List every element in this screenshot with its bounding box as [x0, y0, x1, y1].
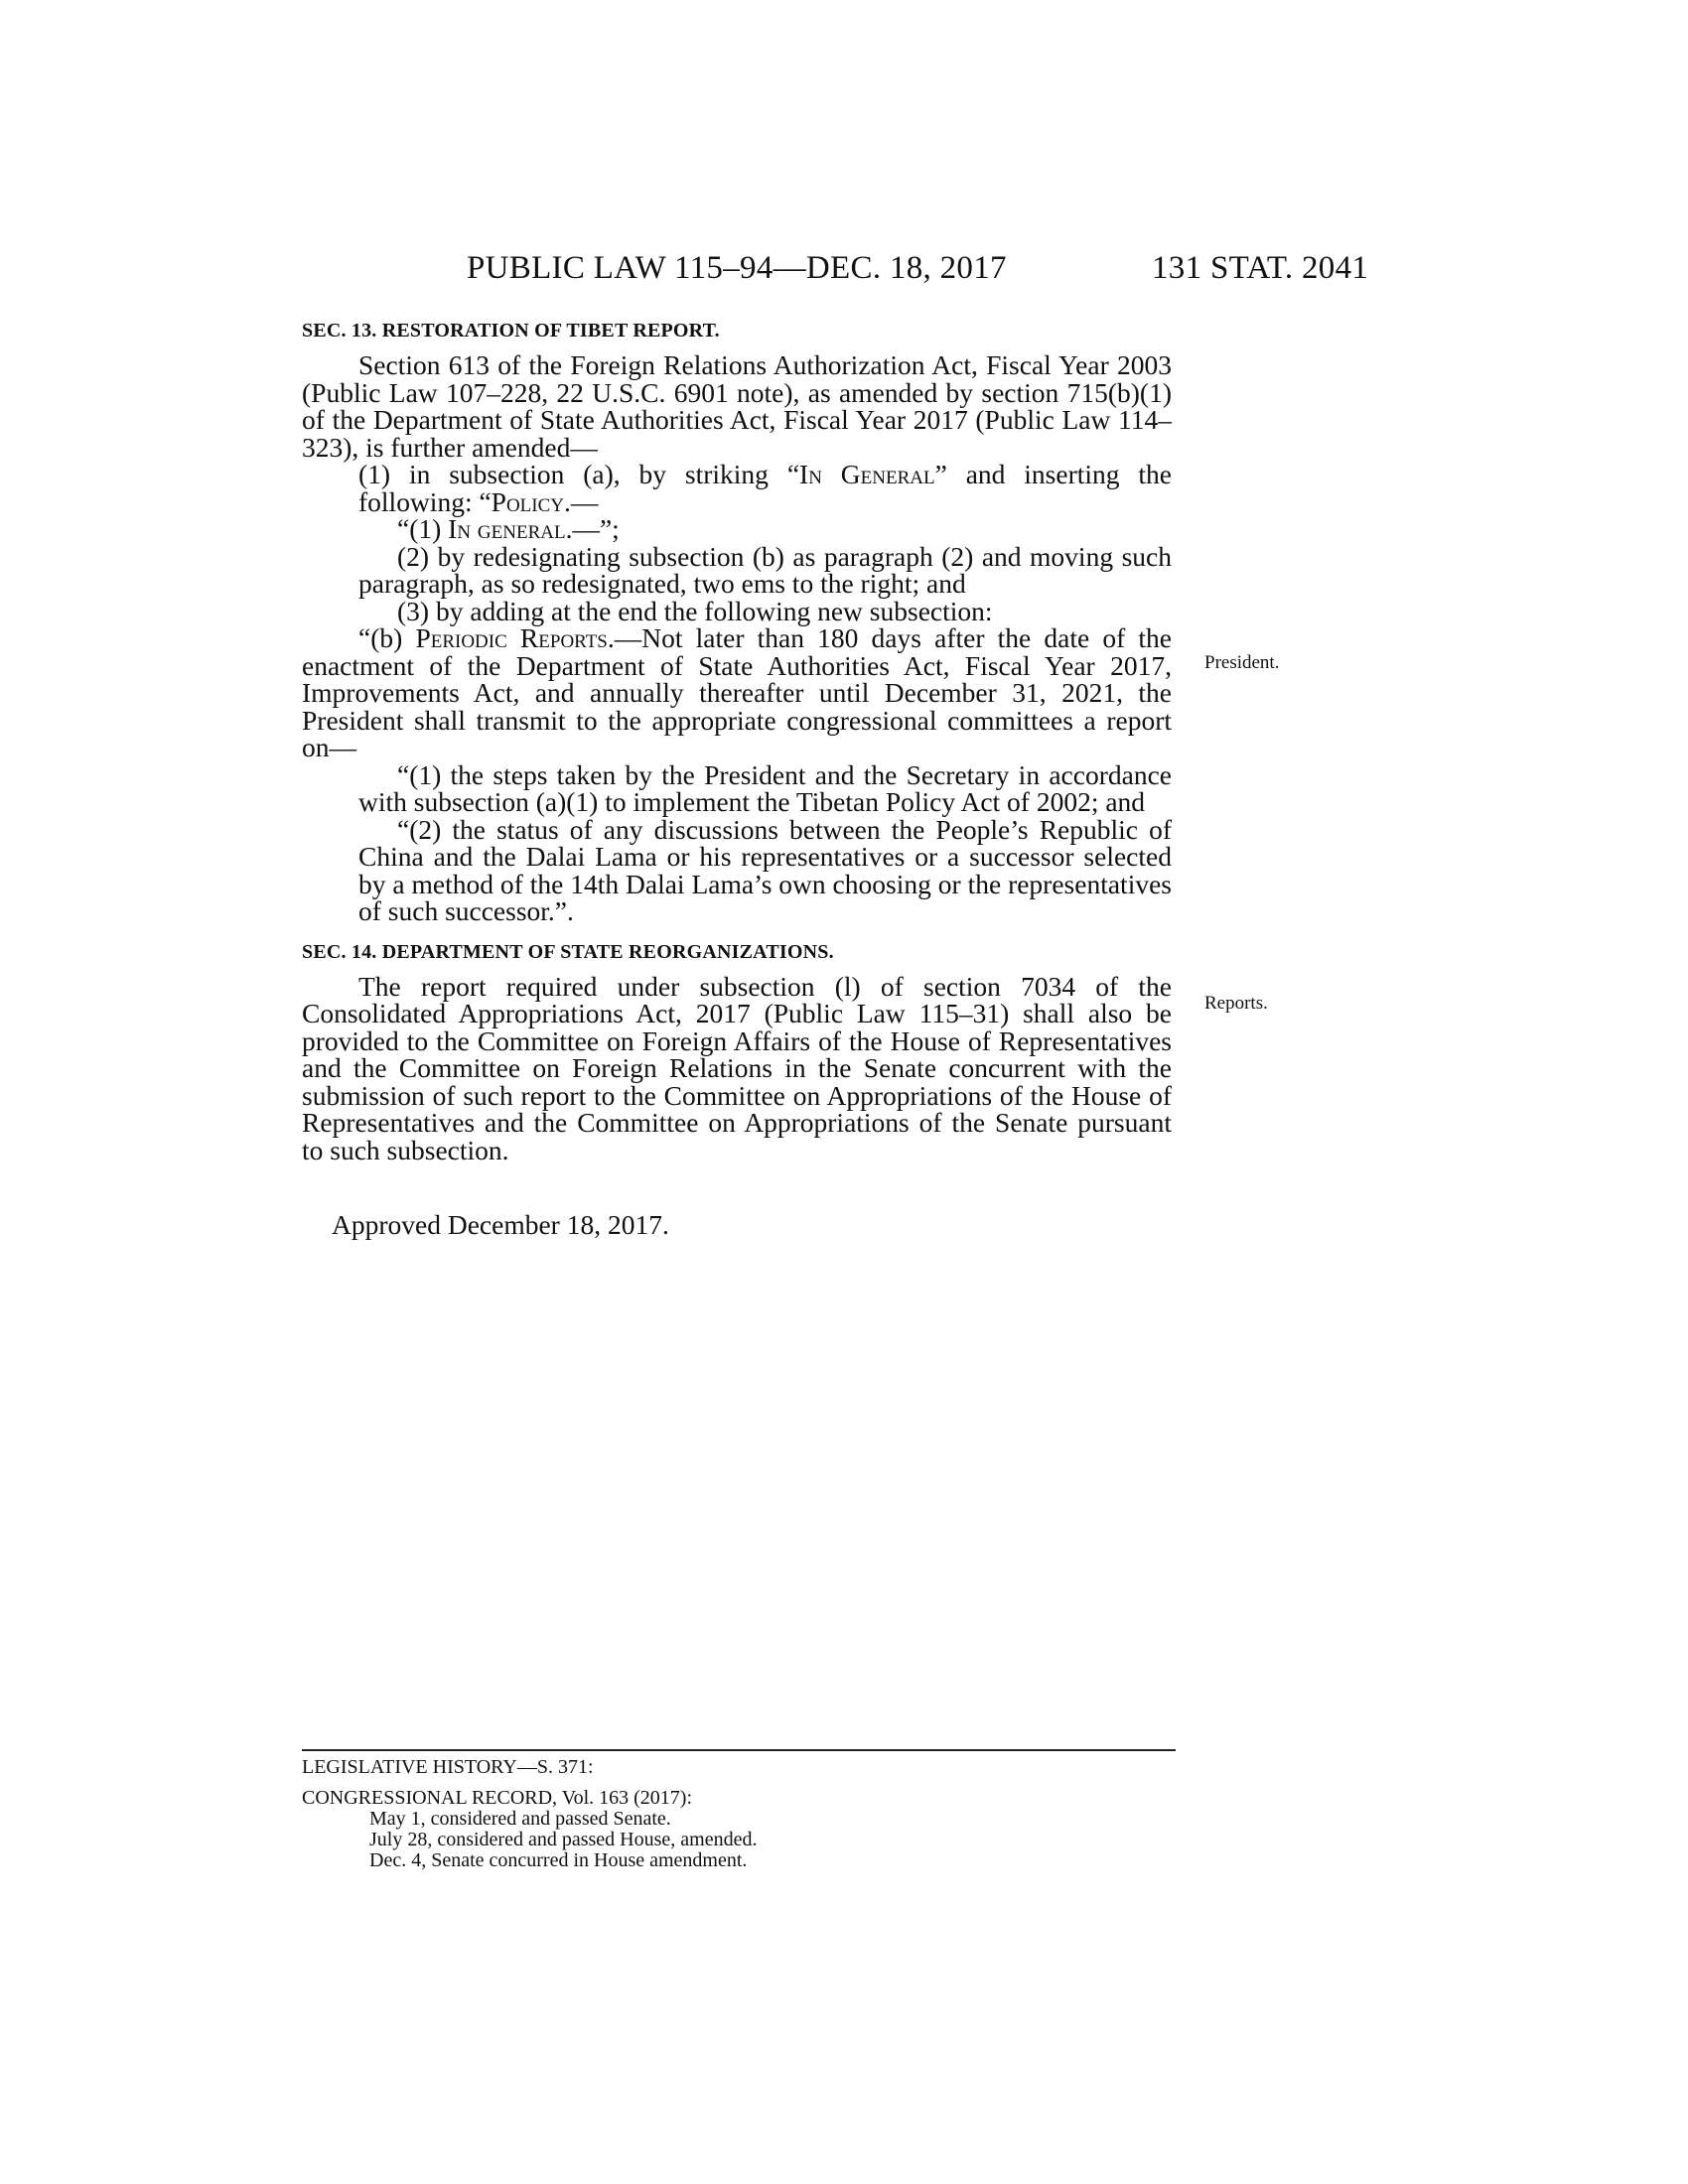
- header-public-law: PUBLIC LAW 115–94—DEC. 18, 2017: [467, 250, 1007, 286]
- document-body: [302, 310, 1172, 1239]
- section-13-intro: Section 613 of the Foreign Relations Authorization Act, Fiscal Year 2003 (Public Law 107–228, 22 U.S.C. 6901 note), as amended by section 715(b)(1) of the Department of State Authorities Act, Fiscal Year 2017 (Public Law 114–323), is further amended—: [302, 349, 1172, 463]
- section-13-item-3: (3) by adding at the end the following new subsection:: [397, 595, 993, 626]
- section-13-subsection-b-1: “(1) the steps taken by the President and the Secretary in accordance with subsection (a)(1) to implement the Tibetan Policy Act of 2002; and: [358, 758, 1172, 817]
- section-13-item-2: (2) by redesignating subsection (b) as paragraph (2) and moving such paragraph, as so redesignated, two ems to the right; and: [358, 540, 1172, 599]
- section-13-subsection-b-2: “(2) the status of any discussions between the People’s Republic of China and the Dalai Lama or his representatives or a successor selected by a method of the 14th Dalai Lama’s own choosing or the representatives of such successor.”.: [358, 813, 1172, 926]
- history-entry: May 1, considered and passed Senate.: [369, 1808, 671, 1830]
- legislative-history-footer: [302, 1749, 1176, 1871]
- running-header: [0, 250, 1688, 294]
- congressional-record-heading: CONGRESSIONAL RECORD, Vol. 163 (2017):: [302, 1787, 692, 1809]
- footer-rule: [302, 1749, 1176, 1751]
- header-stat-page: 131 STAT. 2041: [1152, 250, 1369, 286]
- approval-line: Approved December 18, 2017.: [332, 1209, 669, 1240]
- section-13-subsection-b: “(b) Periodic Reports.—Not later than 180 days after the date of the enactment of the Department of State Authorities Act, Fiscal Year 2017, Improvements Act, and annually thereafter until December 31, 2021, the President shall transmit to the appropriate congressional committees a report on—: [302, 622, 1172, 762]
- history-entry: July 28, considered and passed House, amended.: [369, 1829, 758, 1850]
- section-13-item-1-line-2: “(1) In general.—”;: [397, 513, 620, 544]
- legislative-history-heading: LEGISLATIVE HISTORY—S. 371:: [302, 1756, 594, 1778]
- section-13-heading: SEC. 13. RESTORATION OF TIBET REPORT.: [302, 320, 720, 341]
- section-14-heading: SEC. 14. DEPARTMENT OF STATE REORGANIZATIONS.: [302, 940, 834, 963]
- section-13-item-1: (1) in subsection (a), by striking “In General” and inserting the following: “Policy.—: [358, 459, 1173, 517]
- margin-note-reports: Reports.: [1204, 993, 1268, 1014]
- section-14-text: The report required under subsection (l) of section 7034 of the Consolidated Appropriations Act, 2017 (Public Law 115–31) shall also be provided to the Committee on Foreign Affairs of the House of Representatives and the Committee on Foreign Relations in the Senate concurrent with the submission of such report to the Committee on Appropriations of the House of Representatives and the Committee on Appropriations of the Senate pursuant to such subsection.: [302, 970, 1172, 1165]
- margin-note-president: President.: [1204, 652, 1280, 673]
- history-entry: Dec. 4, Senate concurred in House amendment.: [369, 1849, 748, 1871]
